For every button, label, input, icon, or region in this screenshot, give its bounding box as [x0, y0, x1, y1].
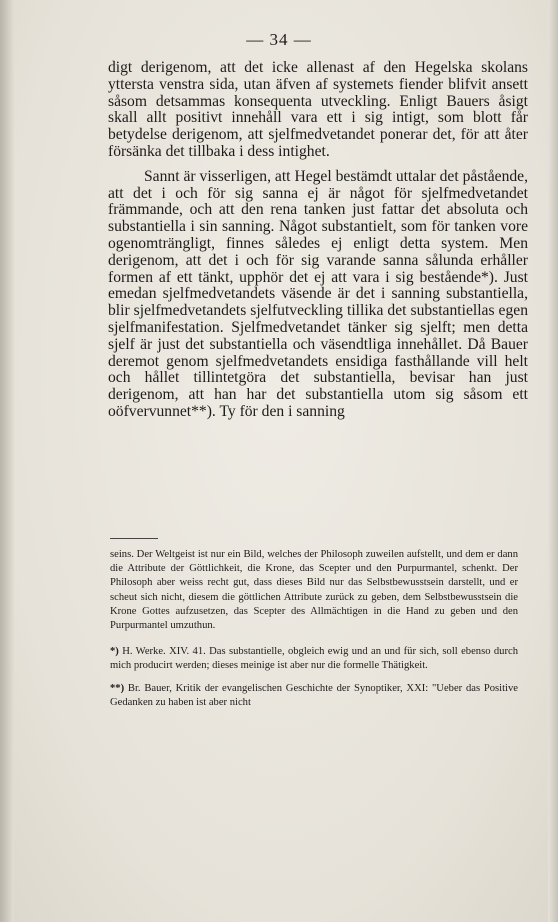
- footnote-divider: [110, 538, 158, 539]
- footnote-continuation: seins. Der Weltgeist ist nur ein Bild, welches der Philosoph zuweilen aufstellt, und dem er dann die Attribute der Göttlichkeit, die Krone, das Scepter und den Purpurmantel, schenkt. Der Philosoph aber weiss recht gut, dass dieses Bild nur das Selbstbewusstsein darstellt, und er scheut sich nicht, diesem die göttlichen Attribute zurück zu geben, dem Selbstbewusstsein die Krone Gottes aufzusetzen, das Scepter des Allmächtigen in die Hand zu geben und den Purpurmantel umzuthun.: [110, 549, 518, 632]
- paragraph-2: Sannt är visserligen, att Hegel bestämdt uttalar det påstående, att det i och för sig sanna ej är något för sjelfmedvetandet främmande, och att den rena tanken just fattar det absoluta och substantiella i sin sanning. Något substantielt, som för tanken vore ogenomträngligt, finnes således ej enligt detta system. Men derigenom, att det i och för sig varande sanna sålunda erhåller formen af ett tänkt, upphör det ej att vara i sig bestående*). Just emedan sjelfmedvetandets väsende är det i sanning substantiella, blir sjelfmedvetandets sjelfutveckling tillika det substantiellas egen sjelfmanifestation. Sjelfmedvetandet tänker sig sjelft; men detta sjelf är just det substantiella och väsendtliga innehållet. Då Bauer deremot genom sjelfmedvetandets ensidiga fasthållande vill helt och hållet tillintetgöra det substantiella, bevisar han just derigenom, att han har det substantiella utom sig såsom ett oöfvervunnet**). Ty för den i sanning: [108, 167, 528, 420]
- page-left-edge: [0, 0, 14, 922]
- footnote-1-mark: *): [110, 646, 119, 658]
- main-text: [108, 60, 528, 421]
- page-right-edge: [548, 0, 558, 922]
- footnote-1-text: H. Werke. XIV. 41. Das substantielle, obgleich ewig und an und für sich, soll ebenso durch mich producirt werden; dieses meinige ist aber nur die formelle Thätigkeit.: [110, 646, 518, 672]
- footnotes: [110, 548, 518, 718]
- footnote-1: [110, 645, 518, 673]
- paragraph-1: digt derigenom, att det icke allenast af den Hegelska skolans yttersta venstra sida, utan äfven af systemets fiender blifvit ansett såsom detsammas konsequenta utveckling. Enligt Bauers åsigt skall allt positivt innehåll vara ett i sig intigt, som blott får betydelse derigenom, att sjelfmedvetandet ponerar det, för att åter försänka det tillbaka i dess intighet.: [108, 59, 528, 160]
- footnote-2: [110, 682, 518, 710]
- page-number: — 34 —: [246, 30, 312, 49]
- footnote-2-mark: **): [110, 682, 125, 694]
- footnote-2-text: Br. Bauer, Kritik der evangelischen Geschichte der Synoptiker, XXI: "Ueber das Positive Gedanken zu haben ist aber nicht: [110, 682, 518, 708]
